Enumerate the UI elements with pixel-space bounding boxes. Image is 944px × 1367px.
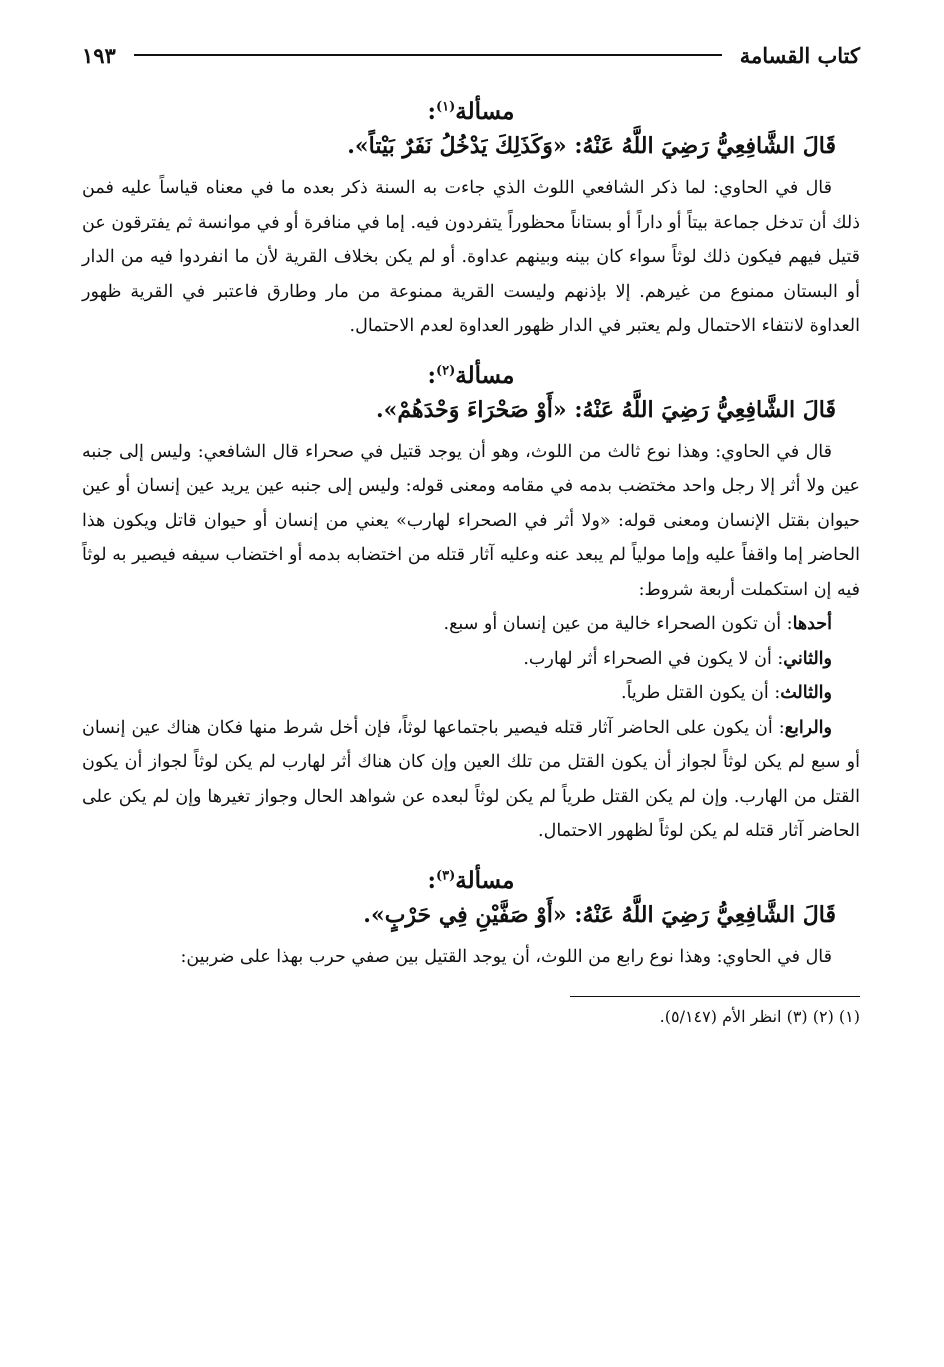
footnote: (١) (٢) (٣) انظر الأم (٥/١٤٧). — [659, 1007, 860, 1026]
condition-text: : أن يكون القتل طرياً. — [621, 683, 781, 703]
commentary-paragraph: قال في الحاوي: لما ذكر الشافعي اللوث الذي جاءت به السنة ذكر بعده ما في معناه قياساً عليه فمن ذلك أن تدخل جماعة بيتاً أو داراً أو بستاناً محظوراً يتفردون فيه. إما في منافرة أو في موانسة ثم يفترقون عن قتيل فيهم فيكون ذلك لوثاً سواء كان بينه وبينهم عداوة. أو لم يكن بخلاف القرية لأن ما انفردوا فيه من الدار أو البستان ممنوع من غيرهم. إلا بإذنهم وليست القرية ممنوعة من مار وطارق فاعتبر في القرية ظهور العداوة لانتفاء الاحتمال ولم يعتبر في الدار ظهور العداوة لعدم الاحتمال. — [82, 178, 860, 336]
section-heading — [82, 867, 860, 894]
section-heading — [82, 362, 860, 389]
heading-text: مسألة — [455, 866, 515, 894]
shafii-quote: قَالَ الشَّافِعِيُّ رَضِيَ اللَّهُ عَنْهُ: «أَوْ صَفَّيْنِ فِي حَرْبٍ». — [363, 901, 836, 928]
section-3 — [82, 867, 860, 975]
header-rule — [134, 54, 722, 56]
shafii-quote: قَالَ الشَّافِعِيُّ رَضِيَ اللَّهُ عَنْهُ: «أَوْ صَحْرَاءَ وَحْدَهُمْ». — [375, 396, 836, 423]
heading-text: مسألة — [455, 361, 515, 389]
heading-colon: : — [427, 98, 436, 125]
section-heading — [82, 98, 860, 125]
condition-label: والثالث — [780, 683, 832, 703]
heading-text: مسألة — [455, 98, 515, 125]
footnote-divider — [570, 996, 860, 997]
heading-footnote-ref: (١) — [436, 99, 456, 115]
condition-text: : أن تكون الصحراء خالية من عين إنسان أو سبع. — [443, 614, 793, 634]
condition-label: والرابع — [784, 717, 832, 738]
condition-text: : أن لا يكون في الصحراء أثر لهارب. — [523, 648, 784, 669]
commentary-paragraph: قال في الحاوي: وهذا نوع ثالث من اللوث، وهو أن يوجد قتيل في صحراء قال الشافعي: وليس إلى جنبه عين ولا أثر إلا رجل واحد مختضب بدمه في مقامه ومعنى قوله: وليس إلى جنبه عين يريد عين إنسان أو عين حيوان بقتل الإنسان ومعنى قوله: «ولا أثر في الصحراء لهارب» يعني من إنسان أو حيوان قاتل ويكون هذا الحاضر إما واقفاً عليه وإما مولياً لم يبعد عنه وعليه آثار قتله من اختضابه بدمه أو اختضاب سيفه فيصير به لوثاً فيه إن استكملت أربعة شروط: — [82, 441, 860, 600]
condition-closing-paragraph — [82, 711, 860, 849]
condition-item — [82, 676, 860, 711]
section-2 — [82, 362, 860, 849]
book-title: كتاب القسامة — [739, 42, 860, 68]
section-1 — [82, 98, 860, 344]
heading-colon: : — [427, 361, 436, 389]
condition-text: : أن يكون على الحاضر آثار قتله فيصير باجتماعها لوثاً، فإن أخل شرط منها فكان هناك عين إنسان أو سبع لم يكن لوثاً لجواز أن يكون القتل من تلك العين وإن كان هناك أثر لهارب لم يكن لوثاً لجواز أن يكون القتل من الهارب. وإن لم يكن القتل طرياً لم يكن لوثاً لبعده عن شواهد الحال وجواز تغيرها وإن لم يكن على الحاضر آثار قتله لم يكن لوثاً لظهور الاحتمال. — [82, 717, 860, 841]
condition-label: والثاني — [783, 648, 832, 669]
running-header — [82, 30, 860, 80]
shafii-quote: قَالَ الشَّافِعِيُّ رَضِيَ اللَّهُ عَنْهُ: «وَكَذَلِكَ يَدْخُلُ نَفَرٌ بَيْتاً». — [347, 133, 836, 159]
condition-item — [82, 607, 860, 642]
commentary-paragraph: قال في الحاوي: وهذا نوع رابع من اللوث، أن يوجد القتيل بين صفي حرب بهذا على ضربين: — [180, 946, 832, 967]
condition-label: أحدها — [792, 614, 832, 634]
heading-footnote-ref: (٣) — [436, 867, 456, 883]
heading-colon: : — [427, 866, 436, 894]
page-number: ١٩٣ — [82, 42, 116, 68]
condition-item — [82, 642, 860, 677]
heading-footnote-ref: (٢) — [436, 362, 456, 378]
